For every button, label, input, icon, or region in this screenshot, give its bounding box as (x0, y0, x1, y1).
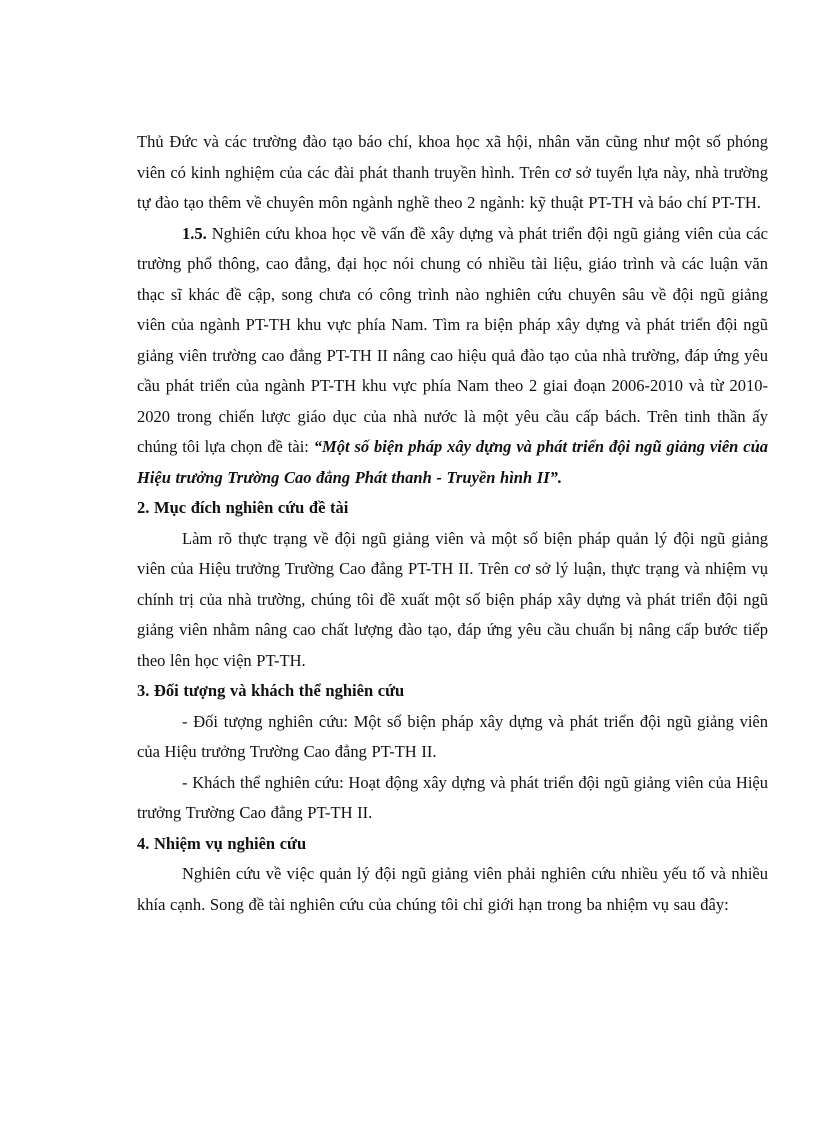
paragraph-research-object: - Đối tượng nghiên cứu: Một số biện pháp xây dựng và phát triển đội ngũ giảng viên của Hiệu trưởng Trường Cao đẳng PT-TH II. (137, 711, 768, 761)
paragraph-1-5-body: Nghiên cứu khoa học về vấn đề xây dựng và phát triển đội ngũ giảng viên của các trường phổ thông, cao đẳng, đại học nói chung có nhiều tài liệu, giáo trình và các luận văn thạc sĩ khác đề cập, song chưa có công trình nào nghiên cứu chuyên sâu về đội ngũ giảng viên của ngành PT-TH khu vực phía Nam. Tìm ra biện pháp xây dựng và phát triển đội ngũ giảng viên trường cao đẳng PT-TH II nâng cao hiệu quả đào tạo của nhà trường, đáp ứng yêu cầu phát triển của ngành PT-TH khu vực phía Nam theo 2 giai đoạn 2006-2010 và từ 2010-2020 trong chiến lược giáo dục của nhà nước là một yêu cầu cấp bách. Trên tinh thần ấy chúng tôi lựa chọn đề tài: (137, 223, 768, 456)
paragraph-research-tasks: Nghiên cứu về việc quản lý đội ngũ giảng viên phải nghiên cứu nhiều yếu tố và nhiều khía cạnh. Song đề tài nghiên cứu của chúng tôi chỉ giới hạn trong ba nhiệm vụ sau đây: (137, 864, 768, 914)
thesis-title: “Một số biện pháp xây dựng và phát triển đội ngũ giảng viên của Hiệu trưởng Trường Cao đẳng Phát thanh - Truyền hình II”. (137, 437, 768, 487)
paragraph-research-purpose: Làm rõ thực trạng về đội ngũ giảng viên và một số biện pháp quản lý đội ngũ giảng viên của Hiệu trưởng Trường Cao đẳng PT-TH II. Trên cơ sở lý luận, thực trạng và nhiệm vụ chính trị của nhà trường, chúng tôi đề xuất một số biện pháp xây dựng và phát triển đội ngũ giảng viên nhằm nâng cao chất lượng đào tạo, đáp ứng yêu cầu chuẩn bị nâng cấp bước tiếp theo lên học viện PT-TH. (137, 528, 768, 670)
paragraph-research-subject: - Khách thể nghiên cứu: Hoạt động xây dựng và phát triển đội ngũ giảng viên của Hiệu trưởng Trường Cao đẳng PT-TH II. (137, 772, 768, 822)
paragraph-1-5 (137, 219, 768, 494)
document-page (137, 127, 768, 920)
heading-research-purpose: 2. Mục đích nghiên cứu đề tài (137, 498, 349, 517)
heading-research-tasks: 4. Nhiệm vụ nghiên cứu (137, 833, 307, 853)
heading-research-object: 3. Đối tượng và khách thể nghiên cứu (137, 681, 405, 700)
paragraph-intro-continuation: Thủ Đức và các trường đào tạo báo chí, khoa học xã hội, nhân văn cũng như một số phóng viên có kinh nghiệm của các đài phát thanh truyền hình. Trên cơ sở tuyển lựa này, nhà trường tự đào tạo thêm về chuyên môn ngành nghề theo 2 ngành: kỹ thuật PT-TH và báo chí PT-TH. (137, 132, 768, 212)
section-number-1-5: 1.5. (182, 223, 207, 243)
